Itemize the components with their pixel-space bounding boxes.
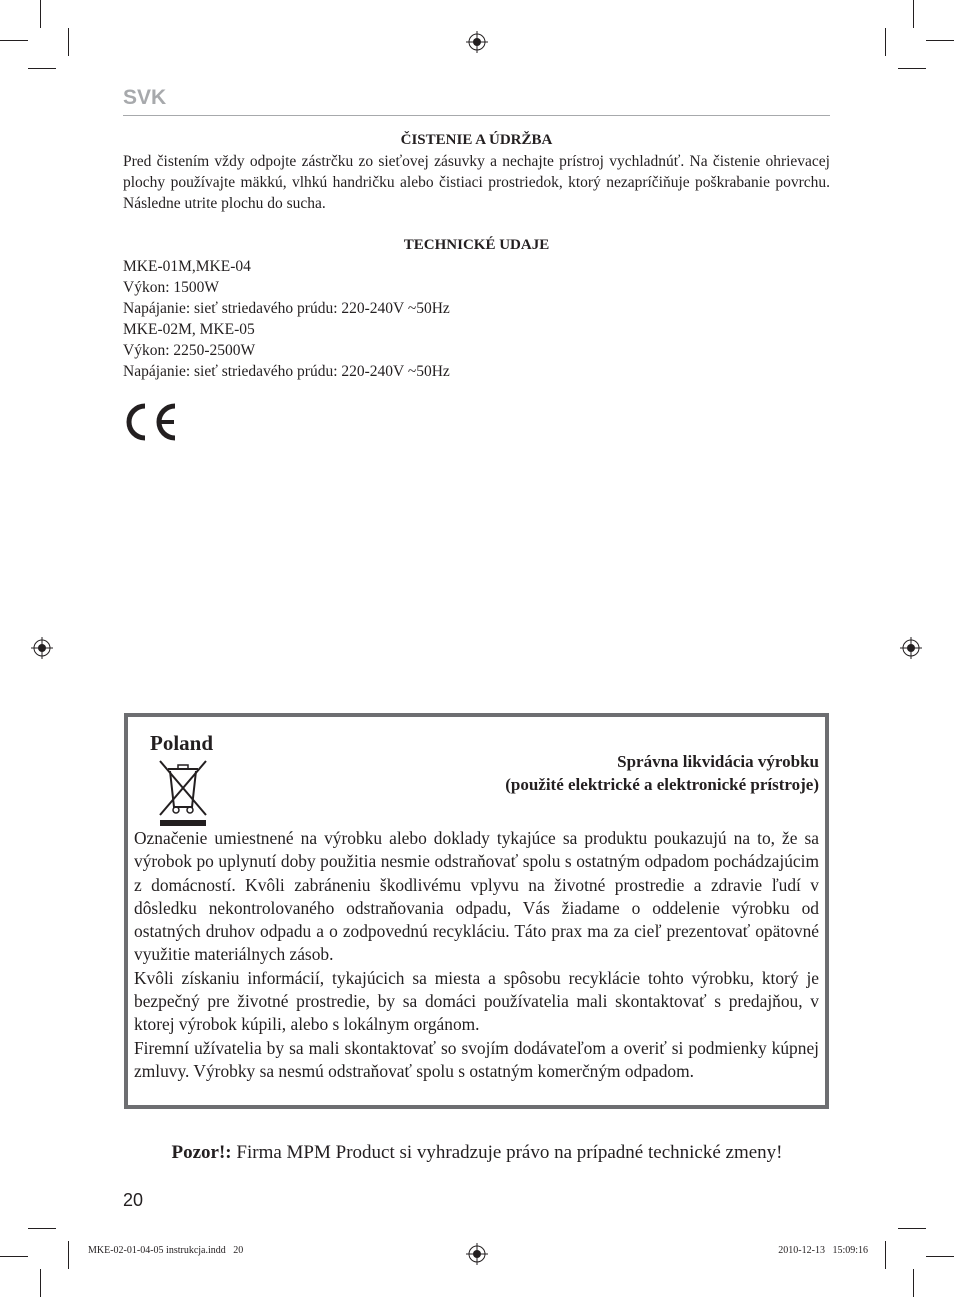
country-label: Poland [150, 731, 214, 755]
cleaning-text: Pred čistením vždy odpojte zástrčku zo sieťovej zásuvky a nechajte prístroj vychladnúť. Na čistenie ohrievacej plochy používajte mäkkú, vlhkú handričku alebo čistiaci prostriedok, ktorý nezapríčiňuje poškrabanie povrchu. Následne utrite plochu do sucha. [123, 153, 830, 212]
disposal-title-line: Správna likvidácia výrobku [617, 752, 819, 771]
registration-mark-icon [466, 31, 488, 53]
crop-mark [913, 0, 914, 28]
spec-line: MKE-01M,MKE-04 [123, 258, 251, 275]
crop-mark [0, 1256, 28, 1257]
crop-mark [898, 68, 926, 69]
notice-text: Firma MPM Product si vyhradzuje právo na prípadné technické zmeny! [231, 1142, 783, 1163]
crop-mark [28, 68, 56, 69]
spec-line: Napájanie: sieť striedavého prúdu: 220-240V ~50Hz [123, 363, 450, 380]
cleaning-heading: ČISTENIE A ÚDRŽBA [400, 132, 553, 148]
crop-mark [885, 1241, 886, 1269]
crop-mark [0, 40, 28, 41]
crop-mark [926, 40, 954, 41]
technical-heading: TECHNICKÉ UDAJE [403, 237, 550, 253]
crop-mark [926, 1256, 954, 1257]
disposal-box [124, 713, 829, 1109]
disposal-title-line: (použité elektrické a elektronické prístroje) [505, 775, 819, 794]
page-number: 20 [123, 1190, 144, 1210]
crop-mark [40, 0, 41, 28]
cleaning-section [123, 130, 830, 214]
notice [0, 1142, 954, 1164]
crop-mark [885, 28, 886, 56]
crop-mark [68, 28, 69, 56]
crop-mark [68, 1241, 69, 1269]
registration-mark-icon [466, 1243, 488, 1265]
disposal-paragraph: Firemní užívatelia by sa mali skontaktovať so svojím dodávateľom a overiť si podmienky kúpnej zmluvy. Výrobky sa nesmú odstraňovať spolu s ostatným komerčným odpadom. [134, 1037, 819, 1081]
header-rule [123, 115, 830, 116]
notice-label: Pozor!: [171, 1142, 232, 1163]
disposal-paragraph: Označenie umiestnené na výrobku alebo doklady tykajúce sa produktu poukazujú na to, že sa výrobok po uplynutí doby použitia nesmie odstraňovať spolu s ostatným odpadom pochádzajúcim z domácností. Kvôli zabráneniu škodlivému vplyvu na životné prostredie a zdravie ľudí v dôsledku nekontrolovaného odstraňovania odpadu, Vás žiadame o oddelenie výrobku od ostatných druhov odpadu a o zodpovednú recykláciu. Táto prax ma za cieľ prezentovať opätovné využitie materiálnych zásob. [134, 828, 819, 965]
spec-line: Výkon: 1500W [123, 279, 220, 296]
language-code: SVK [123, 86, 167, 109]
disposal-paragraph: Kvôli získaniu informácií, tykajúcich sa miesta a spôsobu recyklácie tohto výrobku, ktorý je bezpečný pre životné prostredie, by sa domáci používatelia mali skontaktovať s predajňou, v ktorej výrobok kúpili, alebo s lokálnym orgánom. [134, 967, 819, 1035]
spec-line: MKE-02M, MKE-05 [123, 321, 255, 338]
disposal-title [505, 750, 819, 796]
crop-mark [28, 1228, 56, 1229]
file-slug: MKE-02-01-04-05 instrukcja.indd 20 [88, 1245, 244, 1256]
registration-mark-icon [31, 637, 53, 659]
crop-mark [913, 1269, 914, 1297]
crop-mark [40, 1269, 41, 1297]
spec-line: Výkon: 2250-2500W [123, 342, 256, 359]
spec-line: Napájanie: sieť striedavého prúdu: 220-240V ~50Hz [123, 300, 450, 317]
timestamp-slug: 2010-12-13 15:09:16 [778, 1245, 868, 1256]
crop-mark [898, 1228, 926, 1229]
disposal-text [134, 827, 819, 1083]
technical-section [123, 235, 830, 382]
crossed-bin-icon [154, 757, 212, 827]
registration-mark-icon [900, 637, 922, 659]
ce-mark-icon [123, 402, 179, 442]
